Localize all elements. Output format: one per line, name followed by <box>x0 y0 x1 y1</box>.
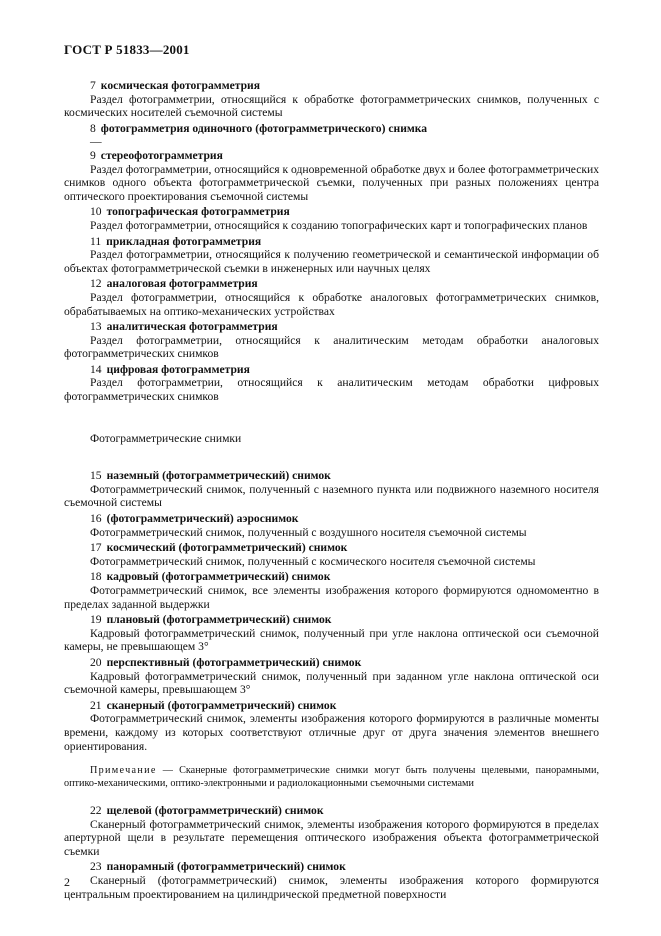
term-number: 16 <box>90 512 102 526</box>
term-name: аналитическая фотограмметрия <box>106 320 278 334</box>
term-entry <box>64 860 599 874</box>
term-number: 20 <box>90 655 102 669</box>
term-number: 13 <box>90 320 102 334</box>
term-name: кадровый (фотограмметрический) снимок <box>106 570 331 584</box>
term-entry <box>64 699 599 713</box>
term-definition: Раздел фотограмметрии, относящийся к аналитическим методам обработки аналоговых фотограмметрических снимков <box>64 333 599 361</box>
term-definition: Сканерный фотограмметрический снимок, элементы изображения которого формируются в пределах апертурной щели в результате перемещения оптического изображения объекта фотограмметрической съемки <box>64 817 599 858</box>
term-placeholder: — <box>90 135 102 149</box>
term-list-images <box>64 469 599 753</box>
term-entry <box>64 320 599 334</box>
term-name: перспективный (фотограмметрический) снимок <box>106 655 362 669</box>
term-entry <box>64 613 599 627</box>
term-entry <box>64 804 599 818</box>
term-name: фотограмметрия одиночного (фотограмметрического) снимка <box>100 121 428 135</box>
term-name: космический (фотограмметрический) снимок <box>106 541 348 555</box>
term-name: наземный (фотограмметрический) снимок <box>106 469 331 483</box>
note <box>64 765 599 790</box>
term-name: аналоговая фотограмметрия <box>106 277 258 291</box>
term-entry <box>64 277 599 291</box>
term-name: сканерный (фотограмметрический) снимок <box>106 698 337 712</box>
term-entry <box>64 512 599 526</box>
term-definition: Фотограмметрический снимок, полученный с воздушного носителя съемочной системы <box>90 525 527 539</box>
term-definition: Фотограмметрический снимок, элементы изображения которого формируются в различные моменты времени, каждому из которых соответствуют отличные друг от друга значения элементов внешнего ориентирования. <box>64 712 599 753</box>
term-number: 9 <box>90 148 96 162</box>
term-definition: Сканерный (фотограмметрический) снимок, элементы изображения которого формируются центральным проектированием на цилиндрической предметной поверхности <box>64 873 599 901</box>
term-number: 19 <box>90 613 102 627</box>
term-number: 23 <box>90 860 102 874</box>
term-definition: Фотограмметрический снимок, полученный с космического носителя съемочной системы <box>90 554 536 568</box>
term-entry <box>64 469 599 483</box>
term-number: 12 <box>90 277 102 291</box>
term-entry <box>64 570 599 584</box>
term-name: стереофотограмметрия <box>100 148 223 162</box>
term-name: цифровая фотограмметрия <box>106 362 250 376</box>
term-definition: Фотограмметрический снимок, полученный с наземного пункта или подвижного наземного носителя съемочной системы <box>64 482 599 510</box>
term-number: 15 <box>90 469 102 483</box>
term-name: плановый (фотограмметрический) снимок <box>106 613 332 627</box>
term-definition: Кадровый фотограмметрический снимок, полученный при угле наклона оптической оси съемочной камеры, не превышающем 3° <box>64 626 599 654</box>
term-definition: Раздел фотограмметрии, относящийся к одновременной обработке двух и более фотограмметрических снимков одного объекта фотограмметрической съемки, полученных при разных положениях центра оптического проектирования съемочной системы <box>64 162 599 203</box>
section-heading: Фотограмметрические снимки <box>90 431 242 445</box>
term-entry <box>64 235 599 249</box>
term-number: 10 <box>90 205 102 219</box>
term-definition: Раздел фотограмметрии, относящийся к аналитическим методам обработки цифровых фотограмметрических снимков <box>64 376 599 404</box>
term-name: топографическая фотограмметрия <box>106 205 290 219</box>
term-name: прикладная фотограмметрия <box>106 234 262 248</box>
term-name: (фотограмметрический) аэроснимок <box>106 512 299 526</box>
term-number: 21 <box>90 698 102 712</box>
term-name: космическая фотограмметрия <box>100 79 260 92</box>
note-label: Примечание <box>90 765 157 777</box>
term-list-sections <box>64 79 599 404</box>
term-entry <box>64 363 599 377</box>
term-entry <box>64 79 599 93</box>
page-header: ГОСТ Р 51833—2001 <box>64 42 190 57</box>
term-list-scanner <box>64 804 599 901</box>
term-definition: Фотограмметрический снимок, все элементы изображения которого формируются одномоментно в пределах заданной выдержки <box>64 584 599 611</box>
term-number: 17 <box>90 541 102 555</box>
term-number: 22 <box>90 803 102 817</box>
term-number: 7 <box>90 79 96 92</box>
term-name: панорамный (фотограмметрический) снимок <box>106 860 346 874</box>
term-definition: Раздел фотограмметрии, относящийся к созданию топографических карт и топографических планов <box>90 218 588 232</box>
term-number: 8 <box>90 121 96 135</box>
term-definition: Кадровый фотограмметрический снимок, полученный при заданном угле наклона оптической оси съемочной камеры, превышающем 3° <box>64 669 599 697</box>
term-number: 14 <box>90 362 102 376</box>
term-entry <box>64 205 599 219</box>
term-entry <box>64 149 599 163</box>
term-definition: Раздел фотограмметрии, относящийся к обработке фотограмметрических снимков, полученных с космических носителей съемочной системы <box>64 92 599 120</box>
term-number: 18 <box>90 570 102 584</box>
term-name: щелевой (фотограмметрический) снимок <box>106 803 324 817</box>
term-definition: Раздел фотограмметрии, относящийся к получению геометрической и семантической информации об объектах фотограмметрической съемки в инженерных или научных целях <box>64 248 599 275</box>
term-entry <box>64 122 599 149</box>
page-number: 2 <box>64 875 70 889</box>
term-entry <box>64 656 599 670</box>
document-body <box>64 79 599 903</box>
term-definition: Раздел фотограмметрии, относящийся к обработке аналоговых фотограмметрических снимков, обрабатываемых на оптико-механических устройствах <box>64 290 599 318</box>
note-text: — Сканерные фотограмметрические снимки могут быть получены щелевыми, панорамными, оптико-механическими, оптико-электронными и радиолокационными съемочными системами <box>64 765 599 789</box>
term-number: 11 <box>90 234 102 248</box>
term-entry <box>64 541 599 555</box>
